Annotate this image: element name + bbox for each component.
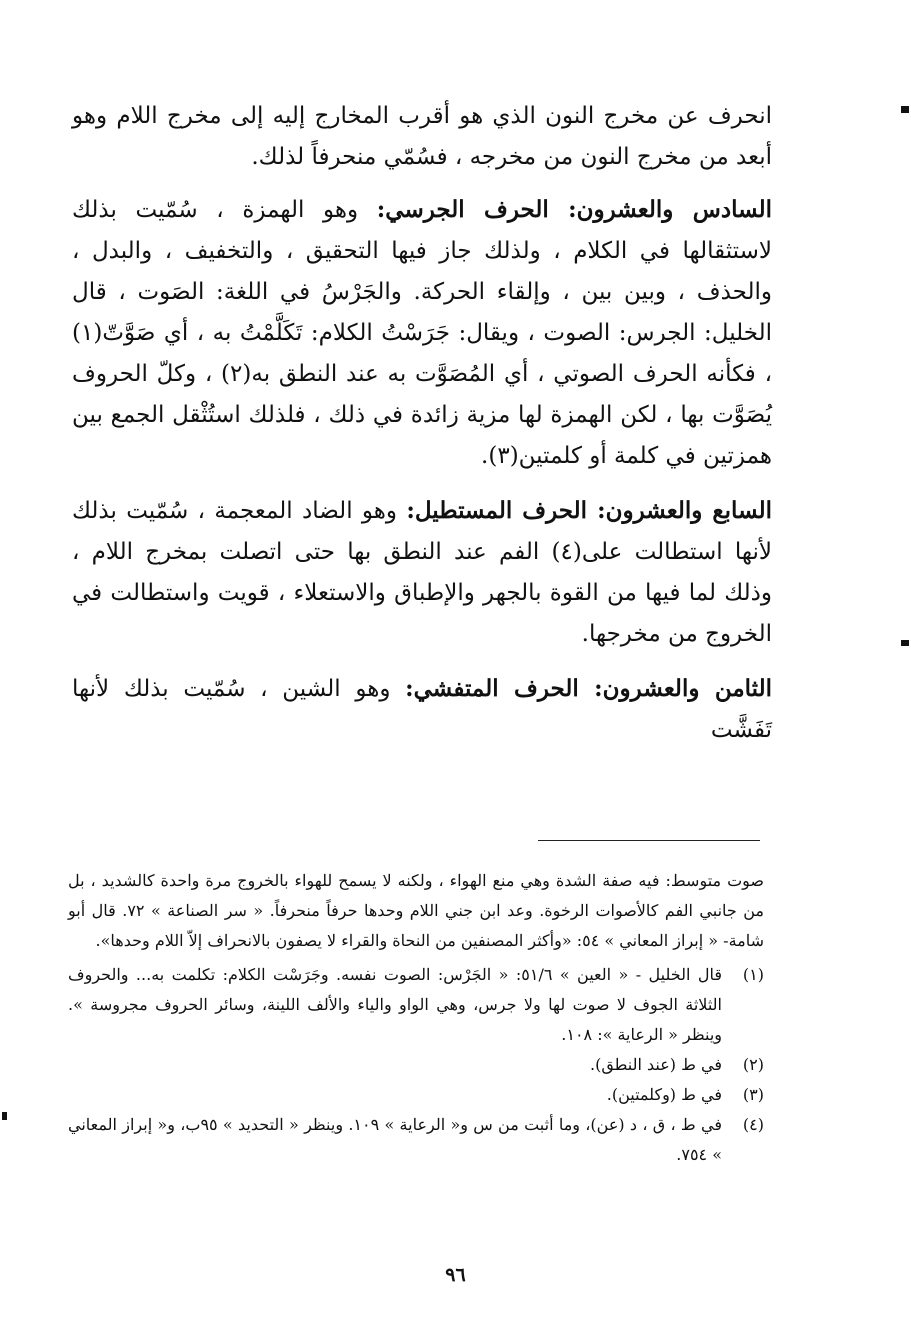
footnote-continuation: صوت متوسط: فيه صفة الشدة وهي منع الهواء ، ولكنه لا يسمح للهواء بالخروج مرة واحدة كالشديد ، بل من جانبي الفم كالأصوات الرخوة. وعد ابن جني اللام وحدها حرفاً منحرفاً. « سر الصناعة » ٧٢. قال أبو شامة- « إبراز المعاني » ٥٤: «وأكثر المصنفين من النحاة والقراء لا يصفون بالانحراف إلاّ اللام وحدها».	[68, 871, 764, 950]
footnote-text: في ط (عند النطق).	[590, 1055, 722, 1074]
footnote	[68, 1080, 764, 1110]
footnote-text: في ط (وكلمتين).	[606, 1085, 722, 1104]
paragraph-text: وهو الضاد المعجمة ، سُمّيت بذلك لأنها استطالت على(٤) الفم عند النطق بها حتى اتصلت بمخرج اللام ، وذلك لما فيها من القوة بالجهر والإطباق والاستعلاء ، قويت واستطالت في الخروج من مخرجها.	[72, 498, 772, 647]
footnote-number: (١)	[742, 965, 764, 984]
footnote	[68, 1050, 764, 1080]
margin-mark	[901, 640, 909, 646]
margin-mark	[901, 106, 909, 113]
footnote-text: قال الخليل - « العين » ٥١/٦: « الجَرْس: الصوت نفسه. وجَرَسْت الكلام: تكلمت به... والحروف الثلاثة الجوف لا صوت لها ولا جرس، وهي الواو والياء والألف اللينة، وسائر الحروف مجروسة ». وينظر « الرعاية »: ١٠٨.	[68, 965, 722, 1044]
footnote	[68, 960, 764, 1050]
paragraph: انحرف عن مخرج النون الذي هو أقرب المخارج إليه إلى مخرج اللام وهو أبعد من مخرج النون من مخرجه ، فسُمّي منحرفاً لذلك.	[72, 103, 772, 170]
paragraph	[72, 189, 772, 477]
page-number: ٩٦	[445, 1264, 466, 1286]
footnote-number: (٣)	[742, 1085, 764, 1104]
section-title: السابع والعشرون: الحرف المستطيل:	[406, 497, 772, 524]
footnote-number: (٢)	[742, 1055, 764, 1074]
paragraph	[72, 490, 772, 655]
section-title: الثامن والعشرون: الحرف المتفشي:	[405, 675, 772, 702]
section-title: السادس والعشرون: الحرف الجرسي:	[376, 196, 772, 223]
footnotes	[68, 866, 764, 1170]
main-text	[72, 96, 772, 751]
footnote-text: في ط ، ق ، د (عن)، وما أثبت من س و« الرعاية » ١٠٩. وينظر « التحديد » ٩٥ب، و« إبراز المعاني » ٧٥٤.	[68, 1115, 723, 1164]
footnote-divider	[538, 840, 760, 841]
paragraph	[72, 668, 772, 751]
margin-mark	[2, 1112, 7, 1120]
footnote	[68, 1110, 764, 1170]
footnote-number: (٤)	[742, 1115, 764, 1134]
paragraph-text: وهو الهمزة ، سُمّيت بذلك لاستثقالها في الكلام ، ولذلك جاز فيها التحقيق ، والتخفيف ، والبدل ، والحذف ، وبين بين ، وإلقاء الحركة. والجَرْسُ في اللغة: الصَوت ، قال الخليل: الجرس: الصوت ، ويقال: جَرَسْتُ الكلام: تَكَلَّمْتُ به ، أي صَوَّتّ(١) ، فكأنه الحرف الصوتي ، أي المُصَوَّت به عند النطق به(٢) ، وكلّ الحروف يُصَوَّت بها ، لكن الهمزة لها مزية زائدة في ذلك ، فلذلك استُثْقل الجمع بين همزتين في كلمة أو كلمتين(٣).	[72, 197, 772, 469]
paragraph-text: وهو الشين ، سُمّيت بذلك لأنها تَفَشَّت	[72, 676, 772, 743]
